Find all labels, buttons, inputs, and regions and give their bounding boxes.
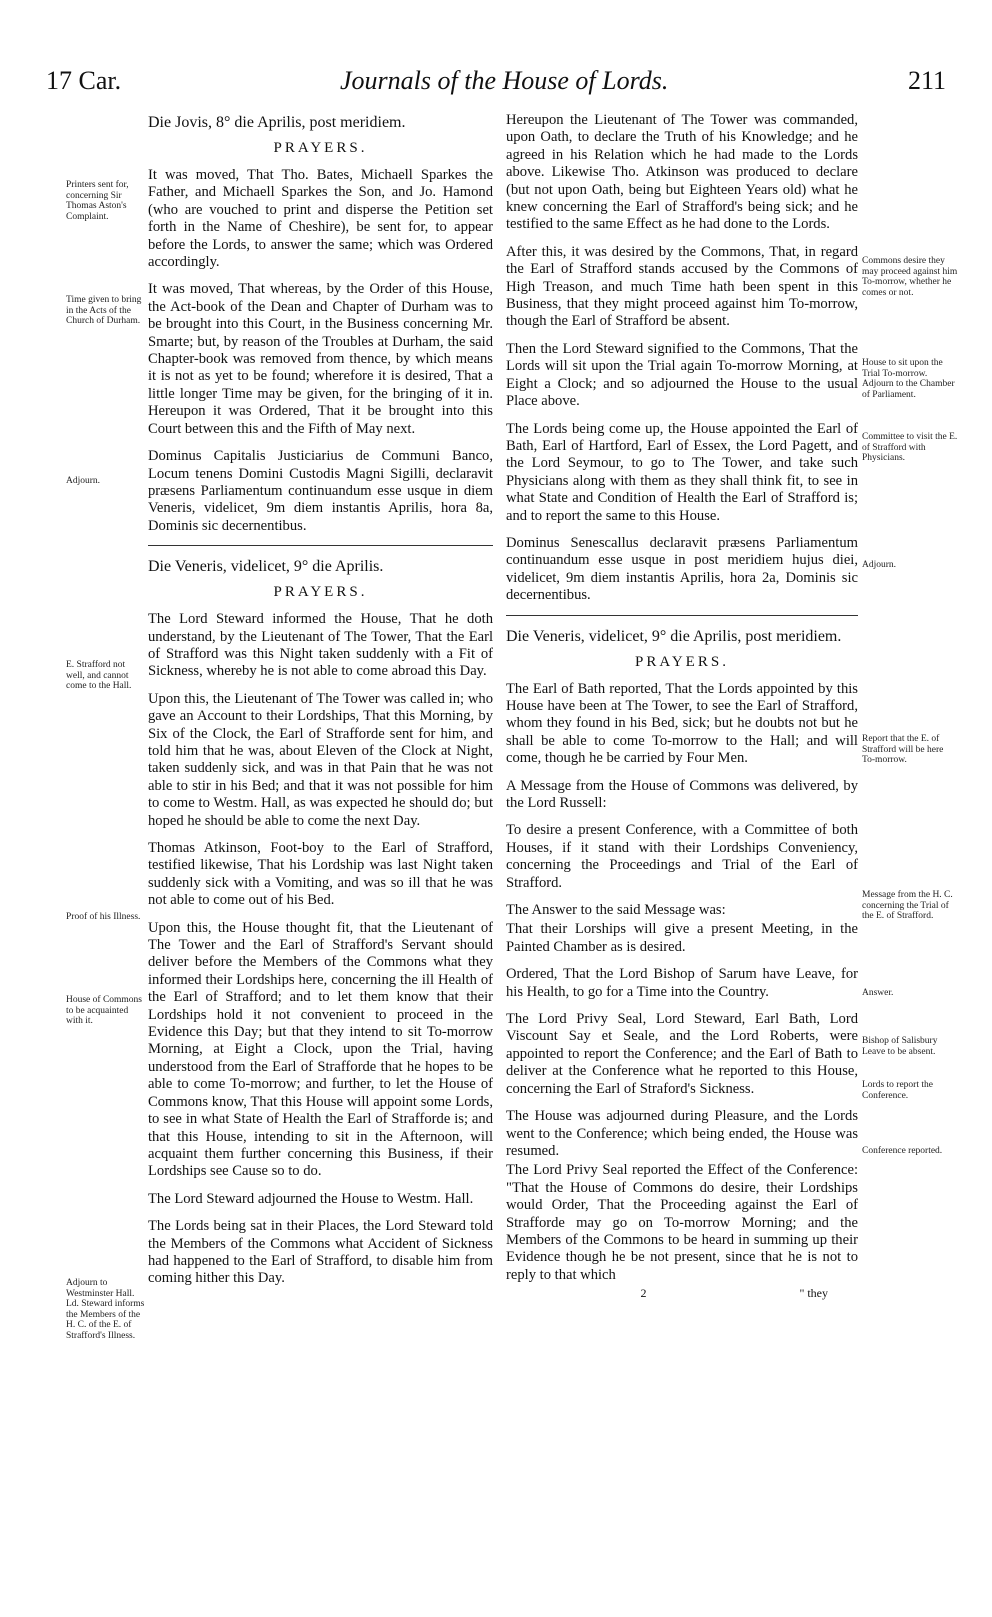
margin-note: Conference reported.	[862, 1146, 943, 1156]
page-header	[0, 66, 992, 106]
margin-note: E. Strafford not well, and cannot come to the Hall.	[66, 660, 132, 691]
entry-paragraph: It was moved, That Tho. Bates, Michaell Sparkes the Father, and Michaell Sparkes the Son, and Jo. Hamond (who are vouched to print and disperse the Petition set forth in the Name of Cheshire), be sent for, to appear before the Lords, to answer the same; which was Ordered accordingly.	[148, 167, 493, 271]
right-column	[506, 112, 858, 1301]
entry-paragraph: The Lords being come up, the House appointed the Earl of Bath, Earl of Hartford, Earl of Essex, the Lord Pagett, and the Lord Seymour, to go to The Tower, and take such Physicians along with them as they shall think fit, to see in what State and Condition of Health the Earl of Strafford is; and to report the same to this House.	[506, 420, 858, 524]
prayers-heading: PRAYERS.	[273, 140, 368, 156]
entry-paragraph: The Earl of Bath reported, That the Lords appointed by this House have been at The Tower, to see the Earl of Strafford, whom they found in his Bed, sick; but he doubts not but he shall be able to come To-morrow to the Hall; and will come, though he be carried by Four Men.	[506, 680, 858, 767]
prayers-heading: PRAYERS.	[635, 653, 729, 670]
day-heading: Die Veneris, videlicet, 9° die Aprilis, post meridiem.	[506, 627, 842, 645]
margin-note: Message from the H. C. concerning the Trial of the E. of Strafford.	[862, 890, 953, 921]
signature-line	[506, 1286, 828, 1301]
margin-note: Commons desire they may proceed against him To-morrow, whether he comes or not.	[862, 256, 958, 298]
entry-paragraph: Ordered, That the Lord Bishop of Sarum have Leave, for his Health, to go for a Time into the Country.	[506, 966, 858, 1000]
catchword: " they	[799, 1286, 828, 1301]
entry-paragraph: To desire a present Conference, with a Committee of both Houses, if it stand with their Lordships Conveniency, concerning the Proceedings and Trial of the Earl of Strafford.	[506, 822, 858, 891]
entry-paragraph: The Answer to the said Message was:	[506, 902, 726, 919]
margin-note: House to sit upon the Trial To-morrow. Adjourn to the Chamber of Parliament.	[862, 358, 955, 400]
margin-note: Bishop of Salisbury Leave to be absent.	[862, 1036, 938, 1057]
section-divider	[148, 545, 493, 546]
entry-paragraph: That their Lorships will give a present Meeting, in the Painted Chamber as is desired.	[506, 921, 858, 955]
section-divider	[506, 615, 858, 616]
margin-note: Adjourn to Westminster Hall. Ld. Steward informs the Members of the H. C. of the E. of Strafford's Illness.	[66, 1278, 145, 1341]
signature-mark: 2	[640, 1286, 647, 1301]
entry-paragraph: The Lords being sat in their Places, the Lord Steward told the Members of the Commons what Accident of Sickness had happened to the Earl of Strafford, to disable him from coming hither this Day.	[148, 1218, 493, 1287]
entry-paragraph: The House was adjourned during Pleasure, and the Lords went to the Conference; which being ended, the House was resumed.	[506, 1108, 858, 1159]
entry-paragraph: Dominus Capitalis Justiciarius de Communi Banco, Locum tenens Domini Custodis Magni Sigilli, declaravit præsens Parliamentum continuandum esse usque in diem Veneris, videlicet, 9m diem instantis Aprilis, hora 8a, Dominis sic decernentibus.	[148, 448, 493, 534]
margin-note: Time given to bring in the Acts of the Church of Durham.	[66, 295, 142, 326]
entry-paragraph: Dominus Senescallus declaravit præsens Parliamentum continuandum esse usque in post meridiem hujus diei, videlicet, 9m diem instantis Aprilis, hora 2a, Dominis sic decernentibus.	[506, 534, 858, 604]
margin-note: Adjourn.	[66, 476, 101, 486]
entry-paragraph: Upon this, the Lieutenant of The Tower was called in; who gave an Account to their Lordships, That this Morning, by Six of the Clock, the Earl of Strafforde sent for him, and told him that he was, about Eleven of the Clock at Night, taken suddenly sick, and was in that Pain that he was not able to stir in his Bed; and that it was not possible for him to come to Westm. Hall, as was expected he should do; but hoped he should be able to come the next Day.	[148, 690, 493, 829]
entry-paragraph: The Lord Steward informed the House, That he doth understand, by the Lieutenant of The Tower, That the Earl of Strafford was this Night taken suddenly with a Fit of Sickness, whereby he is not able to come abroad this Day.	[148, 611, 493, 680]
page-number: 211	[907, 66, 946, 95]
entry-paragraph: After this, it was desired by the Commons, That, in regard the Earl of Strafford stands accused by the Commons of High Treason, and much Time hath been spent in this Business, that they might proceed against him To-morrow, though the Earl of Strafford be absent.	[506, 243, 858, 330]
margin-note: Adjourn.	[862, 560, 897, 570]
running-title: Journals of the House of Lords.	[340, 66, 669, 95]
margin-note: Proof of his Illness.	[66, 912, 141, 922]
entry-paragraph: The Lord Privy Seal reported the Effect of the Conference: "That the House of Commons do desire, their Lordships would Order, That the Proceeding against the Earl of Strafforde may go on To-morrow Morning; and the Members of the Commons to be heard in summing up their Evidence though he be not present, since that he is not to reply to that which	[506, 1162, 858, 1283]
day-heading: Die Jovis, 8° die Aprilis, post meridiem.	[148, 114, 406, 131]
margin-note: Committee to visit the E. of Strafford with Physicians.	[862, 432, 958, 463]
entry-paragraph: Then the Lord Steward signified to the Commons, That the Lords will sit upon the Trial again To-morrow Morning, at Eight a Clock; and so adjourned the House to the usual Place above.	[506, 340, 858, 410]
margin-note: Answer.	[862, 988, 894, 998]
left-column	[148, 112, 493, 1298]
day-heading: Die Veneris, videlicet, 9° die Aprilis.	[148, 558, 384, 576]
entry-paragraph: The Lord Privy Seal, Lord Steward, Earl Bath, Lord Viscount Say et Seale, and the Lord Roberts, were appointed to report the Conference; and the Earl of Bath to deliver at the Conference what he reported to this House, concerning the Earl of Straford's Sickness.	[506, 1011, 858, 1097]
entry-paragraph: The Lord Steward adjourned the House to Westm. Hall.	[148, 1190, 474, 1207]
margin-note: Printers sent for, concerning Sir Thomas Aston's Complaint.	[66, 180, 129, 222]
entry-paragraph: Thomas Atkinson, Foot-boy to the Earl of Strafford, testified likewise, That his Lordship was last Night taken suddenly sick with a Vomiting, and was so ill that he was not able to come out of his Bed.	[148, 840, 493, 909]
margin-note: Lords to report the Conference.	[862, 1080, 933, 1101]
entry-paragraph: Upon this, the House thought fit, that the Lieutenant of The Tower and the Earl of Strafford's Servant should deliver before the Members of the Commons what they informed their Lordships here, concerning the ill Health of the Earl of Strafford; and to let them know that their Lordships hold it not convenient to proceed in the Evidence this Day; but that they intend to sit To-morrow Morning, at Eight a Clock, upon the Trial, having understood from the Earl of Strafforde that he hopes to be able to come To-morrow; and further, to let the House of Commons know, That this House will appoint some Lords, to see in what State of Health the Earl of Strafforde is; and that this House, intending to sit in the Afternoon, will acquaint them further concerning this Business, if their Lordships see Cause so to do.	[148, 919, 493, 1180]
entry-paragraph: It was moved, That whereas, by the Order of this House, the Act-book of the Dean and Chapter of Durham was to be brought into this Court, in the Business concerning Mr. Smarte; but, by reason of the Troubles at Durham, the said Chapter-book was removed from thence, by which means it is not as yet to be found; wherefore it is desired, That a little longer Time may be given, for the bringing of it in. Hereupon it was Ordered, That it be brought into this Court between this and the Fifth of May next.	[148, 281, 493, 437]
entry-paragraph: A Message from the House of Commons was delivered, by the Lord Russell:	[506, 777, 858, 811]
prayers-heading: PRAYERS.	[273, 584, 368, 601]
regnal-year: 17 Car.	[46, 66, 122, 95]
margin-note: House of Commons to be acquainted with it.	[66, 995, 142, 1026]
margin-note: Report that the E. of Strafford will be here To-morrow.	[862, 734, 944, 765]
entry-paragraph: Hereupon the Lieutenant of The Tower was commanded, upon Oath, to declare the Truth of his Knowledge; and he agreed in his Relation which he had made to the Lords above. Likewise Tho. Atkinson was produced to declare (but not upon Oath, being but Eighteen Years old) what he knew concerning the Earl of Strafford's being sick; and he testified to the same Effect as he had done to the Lords.	[506, 112, 858, 233]
